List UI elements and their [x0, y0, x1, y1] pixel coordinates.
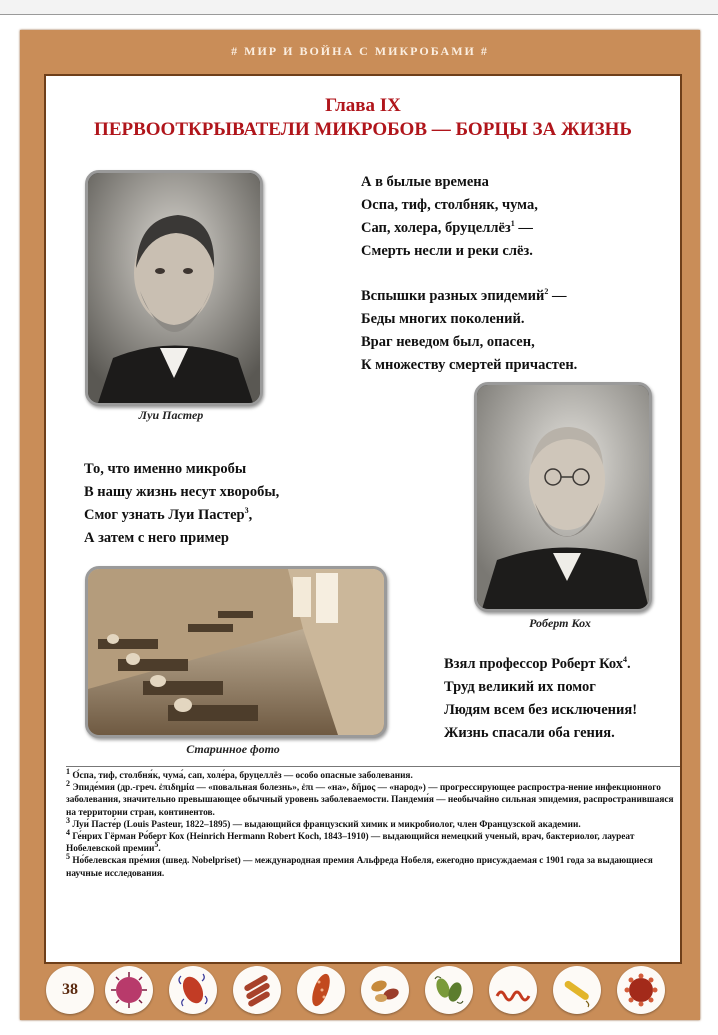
footnote-ref: 1 — [510, 219, 515, 229]
old-hospital-photo — [85, 566, 387, 738]
top-strip — [0, 0, 718, 15]
page-number-badge — [46, 966, 94, 1014]
poem-line-suffix: . — [627, 656, 631, 672]
page-number: 38 — [62, 981, 78, 998]
footnotes — [66, 766, 680, 880]
footnote-text: Ге́нрих Гёрман Ро́берт Кох (Heinrich Hermann Robert Koch, 1843–1910) — выдающийся немецкий ученый, врач, бактериолог, лауреат Нобелевской премии — [66, 832, 635, 855]
footnote — [66, 815, 680, 831]
poem-middle — [84, 458, 279, 550]
footnote-tail: . — [158, 844, 161, 855]
flagellated-bacterium-icon — [169, 966, 217, 1014]
chapter-number: Глава IX — [325, 95, 401, 116]
poem-line-text: Вспышки разных эпидемий — [361, 288, 545, 304]
old-photo-caption: Старинное фото — [186, 742, 280, 756]
footnote-text: Луи́ Пасте́р (Louis Pasteur, 1822–1895) — выдающийся французский химик и микробиолог, член Французской академии. — [72, 819, 581, 830]
poem-line-text: Смог узнать Луи Пастер — [84, 507, 245, 523]
poem-line: Жизнь спасали оба гения. — [444, 725, 615, 741]
footnote-number: 4 — [66, 827, 70, 837]
red-bacilli-icon — [233, 966, 281, 1014]
poem-line: Труд великий их помог — [444, 679, 596, 695]
footnote-text: О́спа, тиф, столбня́к, чума́, сап, холе́ра, бруцеллёз — особо опасные заболевания. — [72, 771, 413, 781]
bean-bacteria-icon — [361, 966, 409, 1014]
footnote-number: 1 — [66, 766, 70, 776]
footer-strip — [20, 966, 700, 1016]
chapter-title: ПЕРВООТКРЫВАТЕЛИ МИКРОБОВ — БОРЦЫ ЗА ЖИЗНЬ — [94, 119, 632, 140]
poem-line-suffix: — — [514, 220, 533, 236]
poem-line: А затем с него пример — [84, 530, 229, 546]
footnote — [66, 852, 680, 879]
footnote-ref: 3 — [244, 506, 249, 516]
poem-line-text: Взял профессор Роберт Кох — [444, 656, 624, 672]
footnote-number: 5 — [66, 852, 70, 862]
poem-line: А в былые времена — [361, 174, 489, 190]
footnote-number: 3 — [66, 815, 70, 825]
chapter-heading — [46, 94, 680, 142]
koch-portrait — [474, 382, 652, 612]
poem-line: То, что именно микробы — [84, 461, 247, 477]
poem-line-suffix: , — [248, 507, 253, 523]
footnote-text: Эпиде́мия (др.-греч. ἐπιδημία — «повальная болезнь», ἐπι — «на», δῆμος — «народ») — прогрессирующее распростра-нение инфекционного заболевания, значительно превышающее обычный уровень заболеваемости. Пандеми́я — необычайно сильная эпидемия, распространившаяся на территории стран, континентов. — [66, 783, 674, 818]
footnote-ref: 2 — [544, 287, 549, 297]
green-bacteria-icon — [425, 966, 473, 1014]
pasteur-portrait — [85, 170, 263, 406]
spirochete-icon — [489, 966, 537, 1014]
rod-bacterium-icon — [297, 966, 345, 1014]
pink-coccus-icon — [105, 966, 153, 1014]
footnote-text: Но́белевская пре́мия (швед. Nobelpriset) — международная премия Альфреда Нобеля, ежегодно присуждаемая с 1901 года за выдающиеся научные исследования. — [66, 856, 653, 879]
footnote-ref: 4 — [623, 655, 628, 665]
poem-line: Беды многих поколений. — [361, 311, 525, 327]
poem-line: К множеству смертей причастен. — [361, 357, 578, 373]
poem-line — [444, 653, 637, 676]
poem-closing — [444, 653, 637, 745]
poem-line: В нашу жизнь несут хворобы, — [84, 484, 280, 500]
poem-line — [84, 504, 279, 527]
running-header: # МИР И ВОЙНА С МИКРОБАМИ # — [231, 44, 489, 58]
yellow-bacillus-icon — [553, 966, 601, 1014]
poem-line-suffix: — — [548, 288, 567, 304]
poem-line: Оспа, тиф, столбняк, чума, — [361, 197, 538, 213]
page-frame — [20, 30, 700, 1020]
footnote-ref: 5 — [154, 840, 159, 850]
poem-line: Людям всем без исключения! — [444, 702, 638, 718]
virus-icon — [617, 966, 665, 1014]
poem-line — [361, 285, 577, 308]
poem-line: Смерть несли и реки слёз. — [361, 243, 533, 259]
poem-line: Враг неведом был, опасен, — [361, 334, 535, 350]
footnote — [66, 827, 680, 855]
footnote — [66, 779, 680, 819]
poem-line — [361, 217, 577, 240]
koch-caption: Роберт Кох — [529, 616, 591, 630]
poem-line-text: Сап, холера, бруцеллёз — [361, 220, 511, 236]
footnote — [66, 766, 680, 782]
pasteur-caption: Луи Пастер — [138, 408, 204, 422]
poem-opening — [361, 171, 577, 377]
footnote-number: 2 — [66, 779, 70, 789]
content-panel — [44, 74, 682, 964]
